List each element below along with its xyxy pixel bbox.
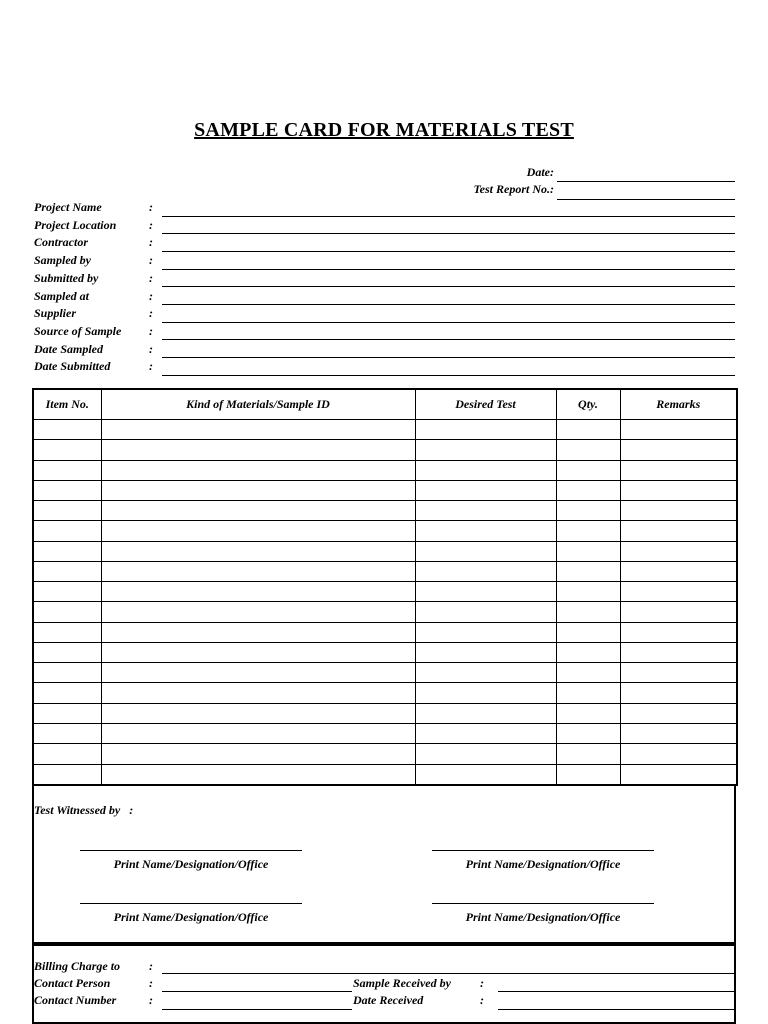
materials-cell[interactable] xyxy=(101,622,415,642)
desired-test-cell[interactable] xyxy=(415,521,556,541)
materials-cell[interactable] xyxy=(101,480,415,500)
qty-cell[interactable] xyxy=(556,683,620,703)
desired-test-cell[interactable] xyxy=(415,642,556,662)
desired-test-cell[interactable] xyxy=(415,663,556,683)
materials-cell[interactable] xyxy=(101,642,415,662)
item-no-cell[interactable] xyxy=(33,521,101,541)
table-row xyxy=(33,683,737,703)
materials-cell[interactable] xyxy=(101,440,415,460)
materials-cell[interactable] xyxy=(101,744,415,764)
desired-test-cell[interactable] xyxy=(415,602,556,622)
table-row xyxy=(33,420,737,440)
qty-cell[interactable] xyxy=(556,501,620,521)
table-row xyxy=(33,602,737,622)
billing-charge-line[interactable] xyxy=(162,973,735,974)
desired-test-cell[interactable] xyxy=(415,501,556,521)
remarks-cell[interactable] xyxy=(620,582,737,602)
qty-cell[interactable] xyxy=(556,622,620,642)
item-no-cell[interactable] xyxy=(33,541,101,561)
remarks-cell[interactable] xyxy=(620,663,737,683)
remarks-cell[interactable] xyxy=(620,703,737,723)
date-received-label: Date Received xyxy=(353,993,424,1007)
date-field-line[interactable] xyxy=(557,181,735,182)
qty-cell[interactable] xyxy=(556,521,620,541)
sample-received-colon: : xyxy=(480,976,484,990)
contact-number-colon: : xyxy=(149,993,153,1007)
item-no-cell[interactable] xyxy=(33,440,101,460)
contact-number-label: Contact Number xyxy=(34,993,117,1007)
table-row xyxy=(33,561,737,581)
item-no-cell[interactable] xyxy=(33,744,101,764)
remarks-cell[interactable] xyxy=(620,602,737,622)
desired-test-cell[interactable] xyxy=(415,764,556,785)
remarks-cell[interactable] xyxy=(620,683,737,703)
field-input-line[interactable] xyxy=(162,375,735,376)
field-input-line[interactable] xyxy=(162,304,735,305)
col-header-kind-of-materials: Kind of Materials/Sample ID xyxy=(101,389,415,420)
field-input-line[interactable] xyxy=(162,251,735,252)
col-header-qty: Qty. xyxy=(556,389,620,420)
field-label: Submitted by xyxy=(34,270,99,285)
desired-test-cell[interactable] xyxy=(415,541,556,561)
col-header-remarks: Remarks xyxy=(620,389,737,420)
field-label: Date Sampled xyxy=(34,341,103,356)
date-label: Date: xyxy=(526,165,554,179)
remarks-cell[interactable] xyxy=(620,460,737,480)
field-colon: : xyxy=(149,323,153,338)
table-row xyxy=(33,582,737,602)
item-no-cell[interactable] xyxy=(33,642,101,662)
qty-cell[interactable] xyxy=(556,744,620,764)
remarks-cell[interactable] xyxy=(620,521,737,541)
table-row xyxy=(33,440,737,460)
signature-line-2[interactable] xyxy=(432,850,654,851)
desired-test-cell[interactable] xyxy=(415,480,556,500)
page-title: SAMPLE CARD FOR MATERIALS TEST xyxy=(194,119,574,141)
report-no-field-line[interactable] xyxy=(557,199,735,200)
desired-test-cell[interactable] xyxy=(415,561,556,581)
table-row xyxy=(33,764,737,785)
field-input-line[interactable] xyxy=(162,339,735,340)
item-no-cell[interactable] xyxy=(33,480,101,500)
field-label: Date Submitted xyxy=(34,359,111,374)
qty-cell[interactable] xyxy=(556,541,620,561)
materials-cell[interactable] xyxy=(101,561,415,581)
field-colon: : xyxy=(149,253,153,268)
signature-caption-4: Print Name/Designation/Office xyxy=(465,910,621,924)
sample-received-label: Sample Received by xyxy=(353,976,451,990)
table-row xyxy=(33,501,737,521)
materials-cell[interactable] xyxy=(101,501,415,521)
remarks-cell[interactable] xyxy=(620,622,737,642)
field-colon: : xyxy=(149,306,153,321)
item-no-cell[interactable] xyxy=(33,501,101,521)
field-label: Project Location xyxy=(34,217,117,232)
materials-cell[interactable] xyxy=(101,582,415,602)
desired-test-cell[interactable] xyxy=(415,683,556,703)
item-no-cell[interactable] xyxy=(33,420,101,440)
contact-number-line[interactable] xyxy=(162,1009,352,1010)
item-no-cell[interactable] xyxy=(33,723,101,743)
contact-person-label: Contact Person xyxy=(34,976,111,990)
table-row xyxy=(33,622,737,642)
remarks-cell[interactable] xyxy=(620,480,737,500)
table-row xyxy=(33,723,737,743)
signature-caption-3: Print Name/Designation/Office xyxy=(113,910,269,924)
table-row xyxy=(33,744,737,764)
qty-cell[interactable] xyxy=(556,602,620,622)
field-colon: : xyxy=(149,217,153,232)
signature-line-4[interactable] xyxy=(432,903,654,904)
item-no-cell[interactable] xyxy=(33,703,101,723)
materials-cell[interactable] xyxy=(101,602,415,622)
materials-cell[interactable] xyxy=(101,764,415,785)
item-no-cell[interactable] xyxy=(33,622,101,642)
desired-test-cell[interactable] xyxy=(415,582,556,602)
col-header-item-no: Item No. xyxy=(33,389,101,420)
report-no-label: Test Report No.: xyxy=(473,182,554,196)
materials-cell[interactable] xyxy=(101,683,415,703)
remarks-cell[interactable] xyxy=(620,541,737,561)
item-no-cell[interactable] xyxy=(33,460,101,480)
materials-cell[interactable] xyxy=(101,541,415,561)
billing-charge-label: Billing Charge to xyxy=(34,959,121,973)
field-colon: : xyxy=(149,341,153,356)
field-label: Sampled by xyxy=(34,253,91,268)
qty-cell[interactable] xyxy=(556,642,620,662)
field-colon: : xyxy=(149,288,153,303)
field-input-line[interactable] xyxy=(162,269,735,270)
signature-caption-2: Print Name/Designation/Office xyxy=(465,857,621,871)
remarks-cell[interactable] xyxy=(620,642,737,662)
field-label: Contractor xyxy=(34,235,89,250)
sample-received-line[interactable] xyxy=(498,991,735,992)
table-row xyxy=(33,460,737,480)
contact-person-line[interactable] xyxy=(162,991,352,992)
signature-caption-1: Print Name/Designation/Office xyxy=(113,857,269,871)
materials-cell[interactable] xyxy=(101,723,415,743)
remarks-cell[interactable] xyxy=(620,501,737,521)
qty-cell[interactable] xyxy=(556,561,620,581)
qty-cell[interactable] xyxy=(556,480,620,500)
qty-cell[interactable] xyxy=(556,723,620,743)
field-colon: : xyxy=(149,270,153,285)
date-received-colon: : xyxy=(480,993,484,1007)
qty-cell[interactable] xyxy=(556,420,620,440)
remarks-cell[interactable] xyxy=(620,440,737,460)
col-header-desired-test: Desired Test xyxy=(415,389,556,420)
signature-line-1[interactable] xyxy=(80,850,302,851)
materials-cell[interactable] xyxy=(101,703,415,723)
field-label: Project Name xyxy=(34,200,102,214)
desired-test-cell[interactable] xyxy=(415,744,556,764)
field-input-line[interactable] xyxy=(162,286,735,287)
desired-test-cell[interactable] xyxy=(415,440,556,460)
remarks-cell[interactable] xyxy=(620,723,737,743)
table-row xyxy=(33,480,737,500)
desired-test-cell[interactable] xyxy=(415,460,556,480)
field-label: Sampled at xyxy=(34,288,90,303)
field-label: Supplier xyxy=(34,306,77,321)
table-header-row xyxy=(33,389,737,420)
items-table xyxy=(32,388,738,786)
qty-cell[interactable] xyxy=(556,663,620,683)
desired-test-cell[interactable] xyxy=(415,420,556,440)
table-row xyxy=(33,703,737,723)
table-row xyxy=(33,521,737,541)
materials-cell[interactable] xyxy=(101,420,415,440)
desired-test-cell[interactable] xyxy=(415,703,556,723)
field-input-line[interactable] xyxy=(162,233,735,234)
item-no-cell[interactable] xyxy=(33,602,101,622)
field-input-line[interactable] xyxy=(162,216,735,217)
signature-line-3[interactable] xyxy=(80,903,302,904)
witness-label: Test Witnessed by : xyxy=(34,803,134,817)
qty-cell[interactable] xyxy=(556,460,620,480)
materials-cell[interactable] xyxy=(101,521,415,541)
table-row xyxy=(33,663,737,683)
contact-person-colon: : xyxy=(149,976,153,990)
desired-test-cell[interactable] xyxy=(415,723,556,743)
qty-cell[interactable] xyxy=(556,582,620,602)
qty-cell[interactable] xyxy=(556,764,620,785)
billing-charge-colon: : xyxy=(149,959,153,973)
item-no-cell[interactable] xyxy=(33,764,101,785)
materials-cell[interactable] xyxy=(101,460,415,480)
qty-cell[interactable] xyxy=(556,703,620,723)
table-row xyxy=(33,642,737,662)
item-no-cell[interactable] xyxy=(33,683,101,703)
remarks-cell[interactable] xyxy=(620,764,737,785)
field-colon: : xyxy=(149,359,153,374)
item-no-cell[interactable] xyxy=(33,663,101,683)
date-received-line[interactable] xyxy=(498,1009,735,1010)
remarks-cell[interactable] xyxy=(620,561,737,581)
field-input-line[interactable] xyxy=(162,357,735,358)
qty-cell[interactable] xyxy=(556,440,620,460)
remarks-cell[interactable] xyxy=(620,744,737,764)
field-label: Source of Sample xyxy=(34,323,122,338)
item-no-cell[interactable] xyxy=(33,561,101,581)
field-input-line[interactable] xyxy=(162,322,735,323)
field-colon: : xyxy=(149,200,153,214)
field-colon: : xyxy=(149,235,153,250)
materials-cell[interactable] xyxy=(101,663,415,683)
item-no-cell[interactable] xyxy=(33,582,101,602)
remarks-cell[interactable] xyxy=(620,420,737,440)
desired-test-cell[interactable] xyxy=(415,622,556,642)
table-row xyxy=(33,541,737,561)
